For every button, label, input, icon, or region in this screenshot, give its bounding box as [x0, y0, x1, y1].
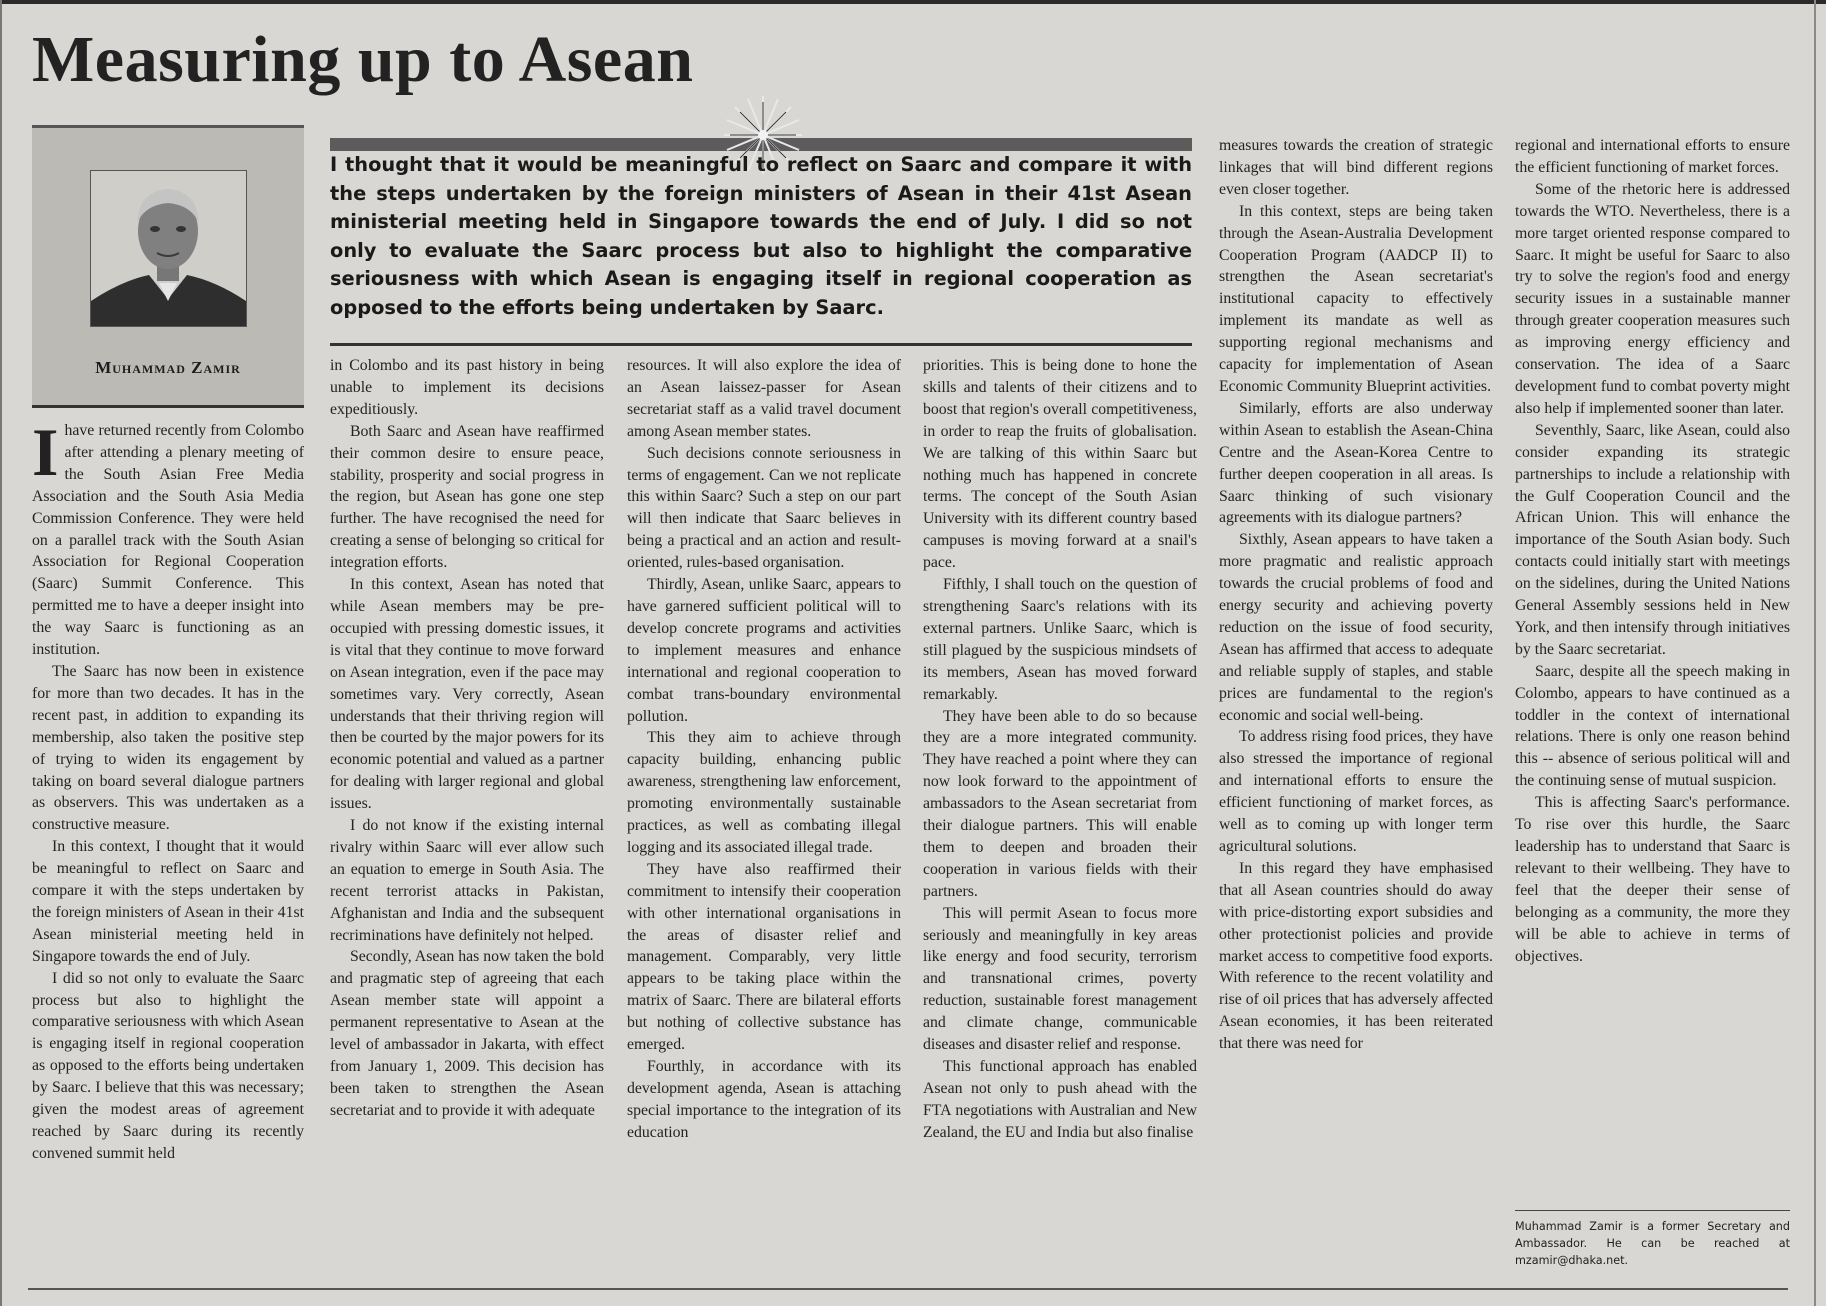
paragraph: They have been able to do so because they are a more integrated community. They have reached a point where they can now look forward to the appointment of ambassadors to the Asean secretariat from their dialogue partners. This will enable them to deepen and broaden their cooperation in various fields with their partners. [923, 707, 1197, 900]
author-byline: Muhammad Zamir [95, 358, 241, 377]
paragraph: Similarly, efforts are also underway within Asean to establish the Asean-China Centre and the Asean-Korea Centre to further deepen cooperation in all areas. Is Saarc thinking of such visionary agreements with its dialogue partners? [1219, 399, 1493, 527]
author-bio: Muhammad Zamir is a former Secretary and Ambassador. He can be reached at mzamir@dhaka.net. [1515, 1220, 1790, 1267]
top-rule [0, 0, 1826, 4]
article-column-4 [923, 355, 1197, 1144]
paragraph: Both Saarc and Asean have reaffirmed their common desire to ensure peace, stability, prosperity and social progress in the region, but Asean has gone one step further. The have recognised the need for creating a sense of belonging so critical for integration efforts. [330, 422, 604, 572]
article-column-6 [1515, 135, 1790, 967]
paragraph: in Colombo and its past history in being unable to implement its decisions expeditiously. [330, 357, 604, 418]
paragraph [32, 414, 304, 661]
paragraph: In this regard they have emphasised that all Asean countries should do away with price-distorting export subsidies and other protectionist policies and provide market access to competitive food exports. With reference to the recent volatility and rise of oil prices that has adversely affected Asean economies, it has been reiterated that there was need for [1219, 859, 1493, 1053]
paragraph: This they aim to achieve through capacity building, enhancing public awareness, strengthening law enforcement, promoting environmentally sustainable practices, as well as combating illegal logging and its associated illegal trade. [627, 729, 901, 856]
paragraph: regional and international efforts to ensure the efficient functioning of market forces. [1515, 137, 1790, 176]
paragraph: In this context, Asean has noted that while Asean members may be pre-occupied with pressing domestic issues, it is vital that they continue to move forward on Asean integration, even if the pace may sometimes vary. Very correctly, Asean understands that their thriving region will then be courted by the major powers for its economic potential and valued as a partner for dealing with larger regional and global issues. [330, 576, 604, 813]
paragraph: resources. It will also explore the idea of an Asean laissez-passer for Asean secretariat staff as a valid travel document among Asean member states. [627, 357, 901, 440]
paragraph: Saarc, despite all the speech making in Colombo, appears to have continued as a toddler in the context of international relations. There is only one reason behind this -- absence of serious political will and the continuing sense of mutual suspicion. [1515, 662, 1790, 790]
paragraph: Fifthly, I shall touch on the question of strengthening Saarc's relations with its external partners. Unlike Saarc, which is still plagued by the suspicious mindsets of its members, Asean has moved forward remarkably. [923, 576, 1197, 703]
paragraph: This will permit Asean to focus more seriously and meaningfully in key areas like energy and food security, terrorism and transnational crimes, poverty reduction, sustainable forest management and climate change, communicable diseases and disaster relief and response. [923, 904, 1197, 1054]
pull-quote: I thought that it would be meaningful to reflect on Saarc and compare it with the steps undertaken by the foreign ministers of Asean in their 41st Asean ministerial meeting held in Singapore towards the end of July. I did so not only to evaluate the Saarc process but also to highlight the comparative seriousness with which Asean is engaging itself in regional cooperation as opposed to the efforts being undertaken by Saarc. [330, 153, 1192, 319]
paragraph: This is affecting Saarc's performance. To rise over this hurdle, the Saarc leadership has to understand that Saarc is relevant to their wellbeing. They have to feel that the deeper their sense of belonging as a community, the more they will be able to achieve in terms of objectives. [1515, 794, 1790, 965]
paragraph: I did so not only to evaluate the Saarc process but also to highlight the comparative seriousness with which Asean is engaging itself in regional cooperation as opposed to the efforts being undertaken by Saarc. I believe that this was necessary; given the modest areas of agreement reached by Saarc during its recently convened summit held [32, 969, 304, 1162]
paragraph: measures towards the creation of strategic linkages that will bind different regions even closer together. [1219, 137, 1493, 198]
paragraph: In this context, steps are being taken through the Asean-Australia Development Cooperation Program (AADCP II) to strengthen the Asean secretariat's institutional capacity to effectively implement its mandate as well as supporting regional mechanisms and capacity for implementation of Asean Economic Community Blueprint activities. [1219, 202, 1493, 395]
author-portrait [90, 170, 247, 327]
paragraph: Secondly, Asean has now taken the bold and pragmatic step of agreeing that each Asean member state will appoint a permanent representative to Asean at the level of ambassador in Jakarta, with effect from January 1, 2009. This decision has been taken to strengthen the Asean secretariat and to provide it with adequate [330, 948, 604, 1119]
drop-cap: I [32, 414, 59, 490]
paragraph-text: have returned recently from Colombo after attending a plenary meeting of the South Asian Free Media Association and the South Asia Media Commission Conference. They were held on a parallel track with the South Asian Association for Regional Cooperation (Saarc) Summit Conference. This permitted me to have a deeper insight into the way Saarc is functioning as an institution. [32, 422, 304, 659]
author-box-bottom-rule [32, 405, 304, 408]
paragraph: Sixthly, Asean appears to have taken a more pragmatic and realistic approach towards the crucial problems of food and energy security and achieving poverty reduction on the issue of food security, Asean has affirmed that access to adequate and reliable supply of staples, and stable prices are fundamental to the region's economic and social well-being. [1219, 531, 1493, 724]
paragraph: priorities. This is being done to hone the skills and talents of their citizens and to boost that region's overall competitiveness, in order to reap the fruits of globalisation. We are talking of this within Saarc but nothing much has happened in concrete terms. The concept of the South Asian University with its different country based campuses is moving forward at a snail's pace. [923, 357, 1197, 572]
article-column-5 [1219, 135, 1493, 1055]
article-column-2 [330, 355, 604, 1122]
paragraph: In this context, I thought that it would be meaningful to reflect on Saarc and compare it with the steps undertaken by the foreign ministers of Asean in their 41st Asean ministerial meeting held in Singapore towards the end of July. [32, 838, 304, 965]
paragraph: Thirdly, Asean, unlike Saarc, appears to have garnered sufficient political will to develop concrete programs and activities to implement measures and enhance international and regional cooperation to combat trans-boundary environmental pollution. [627, 576, 901, 725]
headline: Measuring up to Asean [32, 23, 694, 96]
left-edge [0, 0, 2, 1306]
paragraph: Some of the rhetoric here is addressed towards the WTO. Nevertheless, there is a more target oriented response compared to Saarc. It might be useful for Saarc to also try to solve the region's food and energy security issues in a sustainable manner through greater cooperation measures such as improving energy efficiency and conservation. The idea of a Saarc development fund to combat poverty might also help if implemented sooner than later. [1515, 180, 1790, 417]
bottom-rule [28, 1288, 1788, 1290]
paragraph: This functional approach has enabled Asean not only to push ahead with the FTA negotiations with Australian and New Zealand, the EU and India but also finalise [923, 1058, 1197, 1141]
paragraph: Fourthly, in accordance with its development agenda, Asean is attaching special importance to the integration of its education [627, 1058, 901, 1141]
paragraph: Such decisions connote seriousness in terms of engagement. Can we not replicate this within Saarc? Such a step on our part will then indicate that Saarc believes in being a practical and an action and result-oriented, rules-based organisation. [627, 444, 901, 572]
paragraph: To address rising food prices, they have also stressed the importance of regional and international efforts to ensure the efficient functioning of market forces, as well as to coming up with longer term agricultural solutions. [1219, 728, 1493, 855]
paragraph: They have also reaffirmed their commitment to intensify their cooperation with other international organisations in the areas of disaster relief and management. Comparably, very little appears to be taking place within the matrix of Saarc. There are bilateral efforts but nothing of collective substance has emerged. [627, 860, 901, 1054]
paragraph: Seventhly, Saarc, like Asean, could also consider expanding its strategic partnerships to include a relationship with the Gulf Cooperation Council and the African Union. This will enhance the importance of the South Asian body. Such contacts could initially start with meetings on the sidelines, during the United Nations General Assembly sessions held in New York, and then intensify through initiatives by the Saarc secretariat. [1515, 421, 1790, 658]
article-column-1 [32, 414, 304, 1165]
author-box-top-rule [32, 125, 304, 128]
right-edge [1814, 0, 1816, 1306]
pull-quote-rule [330, 343, 1192, 346]
portrait-image [91, 171, 246, 326]
paragraph: The Saarc has now been in existence for more than two decades. It has in the recent past, in addition to expanding its membership, also taken the positive step of trying to widen its engagement by taking on board several dialogue partners as observers. This was undertaken as a constructive measure. [32, 662, 304, 834]
bio-rule [1515, 1210, 1790, 1211]
article-column-3 [627, 355, 901, 1144]
paragraph: I do not know if the existing internal rivalry within Saarc will ever allow such an equation to emerge in South Asia. The recent terrorist attacks in Pakistan, Afghanistan and India and the subsequent recriminations have definitely not helped. [330, 817, 604, 944]
